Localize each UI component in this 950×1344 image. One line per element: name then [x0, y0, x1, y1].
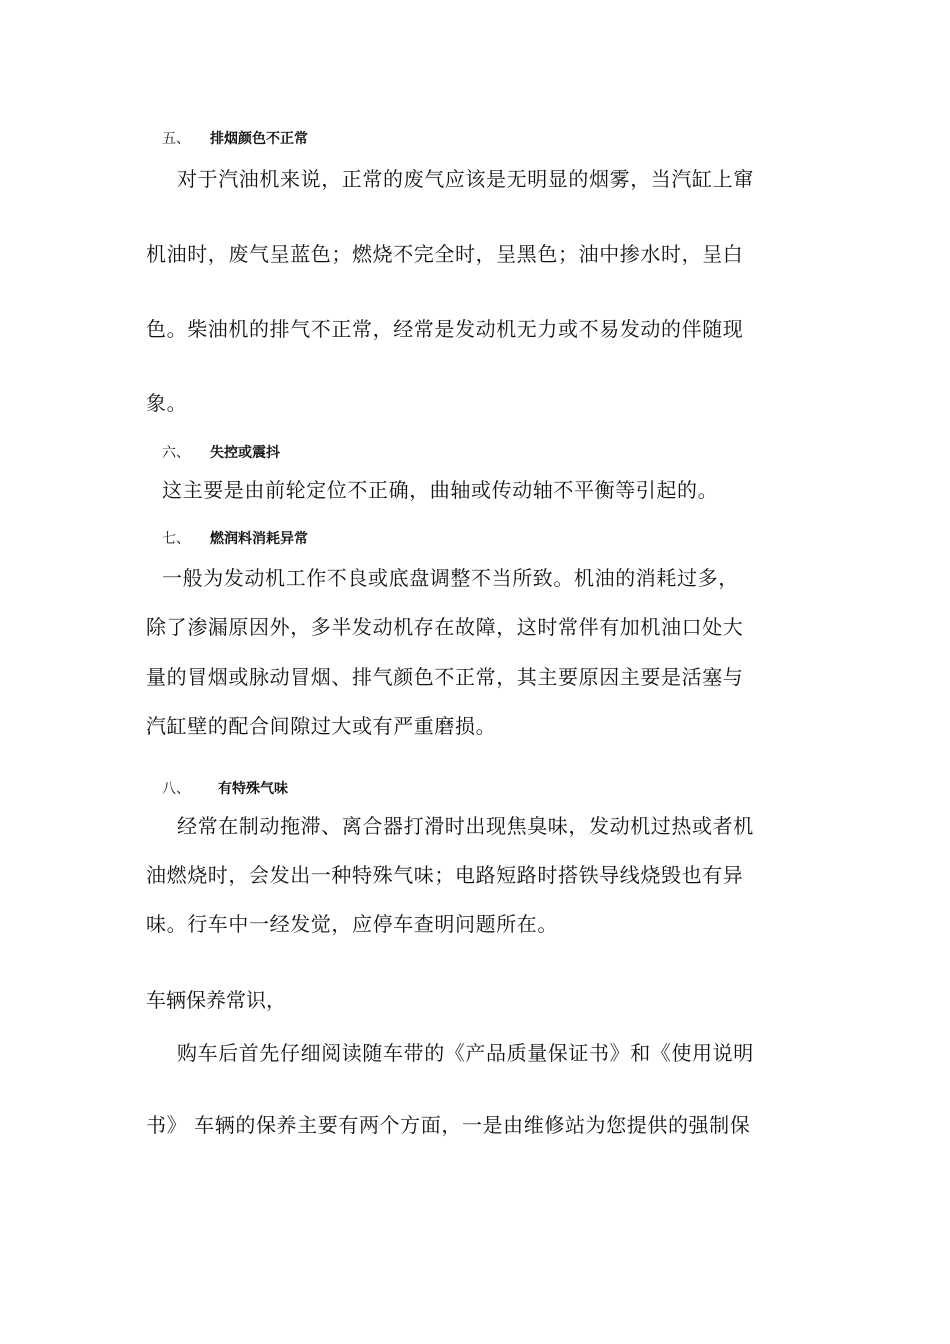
section-number: 七、 [162, 531, 190, 547]
section-title: 燃润料消耗异常 [210, 531, 308, 547]
paragraph-line: 除了渗漏原因外，多半发动机存在故障，这时常伴有加机油口处大 [146, 615, 744, 639]
paragraph-line: 量的冒烟或脉动冒烟、排气颜色不正常，其主要原因主要是活塞与 [146, 665, 744, 689]
paragraph-line: 一般为发动机工作不良或底盘调整不当所致。机油的消耗过多， [162, 566, 739, 590]
paragraph-line: 色。柴油机的排气不正常，经常是发动机无力或不易发动的伴随现 [146, 317, 744, 341]
section-5-heading [162, 128, 308, 148]
paragraph-line: 这主要是由前轮定位不正确，曲轴或传动轴不平衡等引起的。 [162, 478, 719, 502]
paragraph-line: 汽缸壁的配合间隙过大或有严重磨损。 [146, 714, 497, 738]
section-8-heading [162, 778, 288, 798]
paragraph-line: 经常在制动拖滞、离合器打滑时出现焦臭味，发动机过热或者机 [177, 814, 754, 838]
section-number: 五、 [162, 131, 190, 147]
paragraph-line: 购车后首先仔细阅读随车带的《产品质量保证书》和《使用说明 [177, 1041, 754, 1065]
paragraph-line: 象。 [146, 391, 188, 415]
section-7-heading [162, 528, 308, 548]
section-title: 有特殊气味 [218, 781, 288, 797]
paragraph-line: 书》 车辆的保养主要有两个方面，一是由维修站为您提供的强制保 [146, 1113, 751, 1137]
paragraph-line: 味。行车中一经发觉，应停车查明问题所在。 [146, 912, 558, 936]
section-title: 失控或震抖 [210, 445, 280, 461]
maintenance-heading: 车辆保养常识， [146, 988, 286, 1012]
section-6-heading [162, 442, 280, 462]
section-title: 排烟颜色不正常 [210, 131, 308, 147]
paragraph-line: 油燃烧时，会发出一种特殊气味；电路短路时搭铁导线烧毁也有异 [146, 863, 744, 887]
section-number: 六、 [162, 445, 190, 461]
paragraph-line: 对于汽油机来说，正常的废气应该是无明显的烟雾，当汽缸上窜 [177, 167, 754, 191]
section-number: 八、 [162, 781, 190, 797]
paragraph-line: 机油时，废气呈蓝色；燃烧不完全时，呈黑色；油中掺水时，呈白 [146, 242, 744, 266]
